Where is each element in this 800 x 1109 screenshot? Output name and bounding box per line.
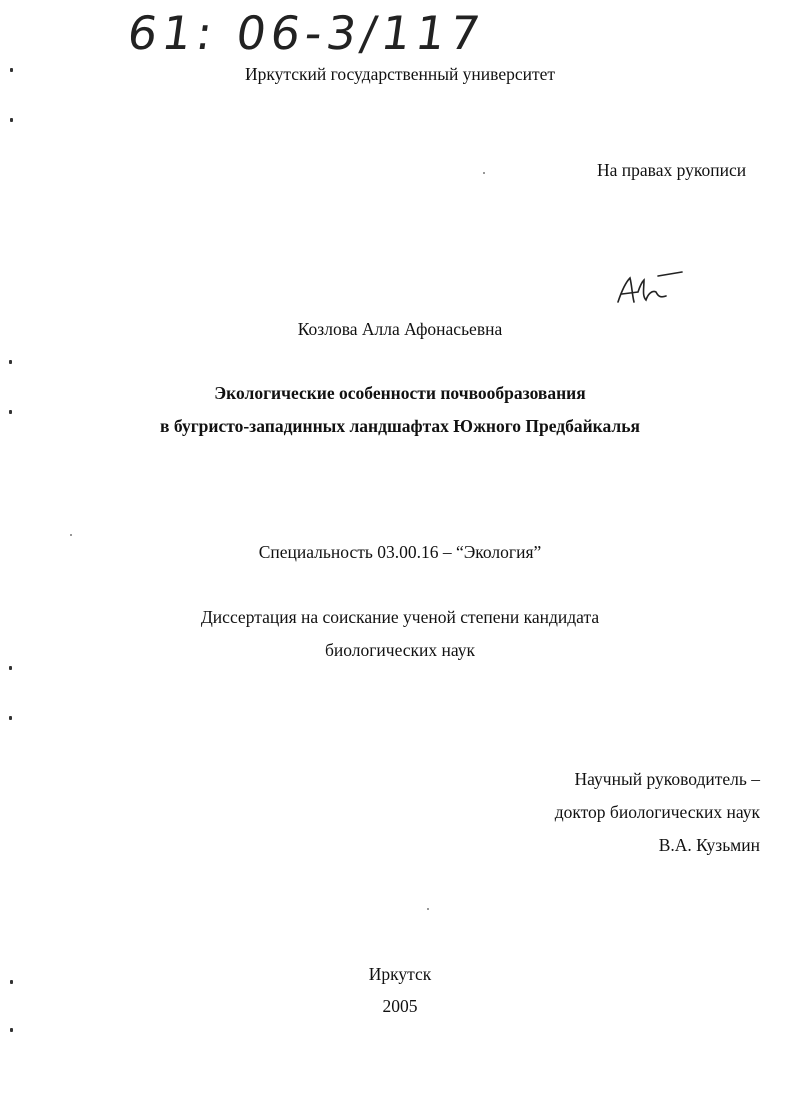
scan-speck bbox=[9, 360, 12, 364]
manuscript-rights-label: На правах рукописи bbox=[597, 160, 747, 180]
scan-speck bbox=[9, 410, 12, 414]
scan-speck bbox=[10, 980, 13, 984]
supervisor-name: В.А. Кузьмин bbox=[658, 835, 760, 855]
scan-speck bbox=[10, 1028, 13, 1032]
supervisor-role: Научный руководитель – bbox=[574, 769, 760, 789]
thesis-title-line-1: Экологические особенности почвообразования bbox=[214, 383, 586, 403]
author-name: Козлова Алла Афонасьевна bbox=[297, 319, 503, 339]
scan-speck bbox=[9, 716, 12, 720]
handwritten-registry-number: 61: 06-3/117 bbox=[124, 6, 489, 60]
scan-speck bbox=[483, 172, 485, 174]
signature-mark bbox=[612, 268, 688, 308]
year: 2005 bbox=[382, 996, 418, 1016]
city: Иркутск bbox=[368, 964, 432, 984]
scan-speck bbox=[70, 534, 72, 536]
university-name: Иркутский государственный университет bbox=[244, 64, 556, 84]
specialty: Специальность 03.00.16 – “Экология” bbox=[258, 542, 542, 562]
degree-line-1: Диссертация на соискание ученой степени кандидата bbox=[200, 607, 600, 627]
scan-speck bbox=[10, 68, 13, 72]
supervisor-degree: доктор биологических наук bbox=[554, 802, 760, 822]
scan-speck bbox=[9, 666, 12, 670]
degree-line-2: биологических наук bbox=[324, 640, 476, 660]
thesis-title-line-2: в бугристо-западинных ландшафтах Южного Предбайкалья bbox=[160, 416, 640, 436]
scan-speck bbox=[10, 118, 13, 122]
scan-speck bbox=[427, 908, 429, 910]
